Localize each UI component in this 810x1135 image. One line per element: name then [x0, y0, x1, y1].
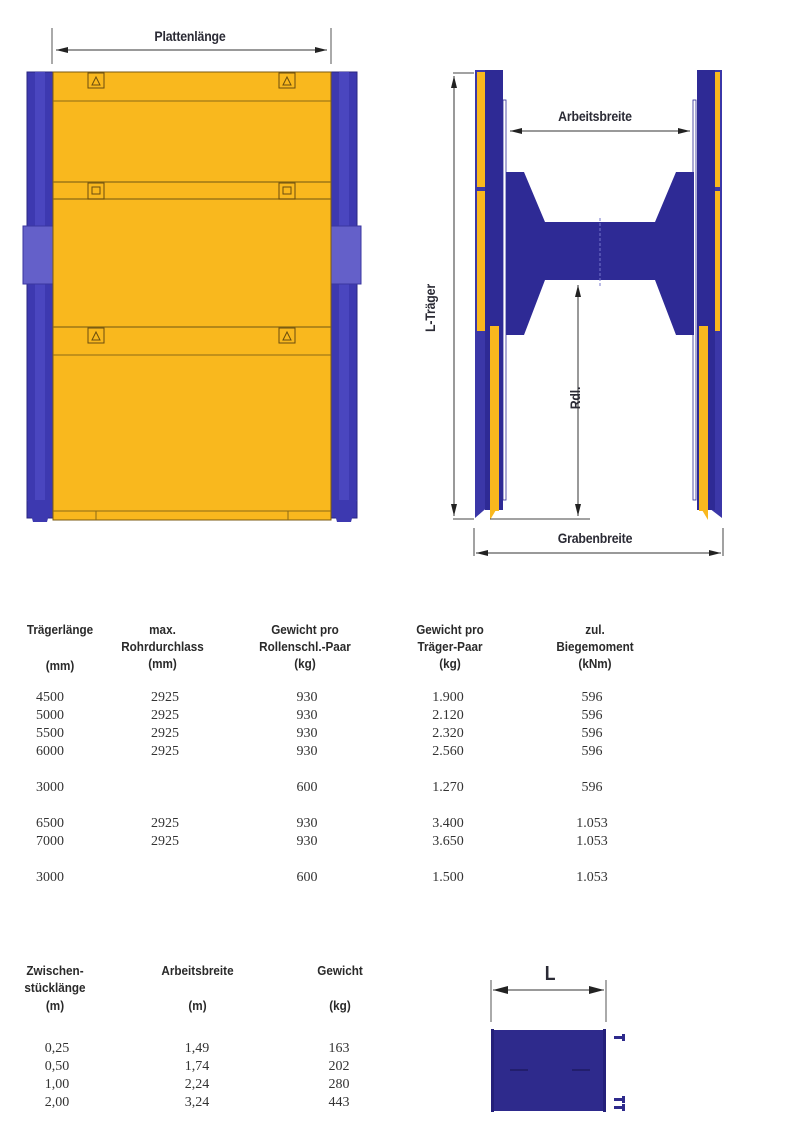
col-header-roller-weight: Gewicht pro Rollenschl.-Paar (kg): [259, 622, 351, 671]
plate-assembly-illustration: [0, 0, 400, 540]
front-view-drawing: [420, 50, 760, 570]
table-row: 3000 600 1.500 1.053: [36, 870, 608, 885]
table-row: 5000 2925 930 2.120 596: [36, 708, 603, 723]
top-view-drawing: [0, 0, 400, 540]
spacer-specs-table: [0, 962, 420, 1122]
table-row: 6000 2925 930 2.560 596: [36, 744, 603, 759]
col-header-max-clearance: max. Rohrdurchlass (mm): [121, 622, 204, 671]
table-row: 1,00 2,24 280: [44, 1077, 350, 1092]
col-header-spacer-length: Zwischen- stücklänge (m): [24, 963, 86, 1013]
table-row: 6500 2925 930 3.400 1.053: [36, 816, 608, 831]
table-row: 0,25 1,49 163: [44, 1041, 350, 1056]
spacer-length-label: L: [544, 963, 556, 985]
table-row: 7000 2925 930 3.650 1.053: [36, 834, 608, 849]
working-width-label: Arbeitsbreite: [558, 108, 632, 124]
beam-length-label: L-Träger: [422, 284, 438, 332]
beam-specs-table: [0, 618, 700, 898]
table-row: 0,50 1,74 202: [44, 1059, 350, 1074]
table-row: 2,00 3,24 443: [44, 1095, 350, 1110]
trench-width-label: Grabenbreite: [557, 530, 633, 546]
col-header-spacer-weight: Gewicht (kg): [317, 963, 363, 1013]
roller-shoring-illustration: [420, 50, 760, 570]
table-row: 3000 600 1.270 596: [36, 780, 603, 795]
table-row: 5500 2925 930 2.320 596: [36, 726, 603, 741]
col-header-beam-weight: Gewicht pro Träger-Paar (kg): [416, 622, 484, 671]
plate-length-label: Plattenlänge: [154, 28, 226, 44]
col-header-working-width: Arbeitsbreite (m): [161, 963, 234, 1013]
table-row: 4500 2925 930 1.900 596: [36, 690, 603, 705]
spacer-piece-drawing: [470, 955, 650, 1125]
col-header-bending-moment: zul. Biegemoment (kNm): [556, 622, 634, 671]
pipe-clearance-label: Rdl.: [567, 386, 583, 410]
col-header-beam-length: Trägerlänge (mm): [26, 622, 94, 673]
